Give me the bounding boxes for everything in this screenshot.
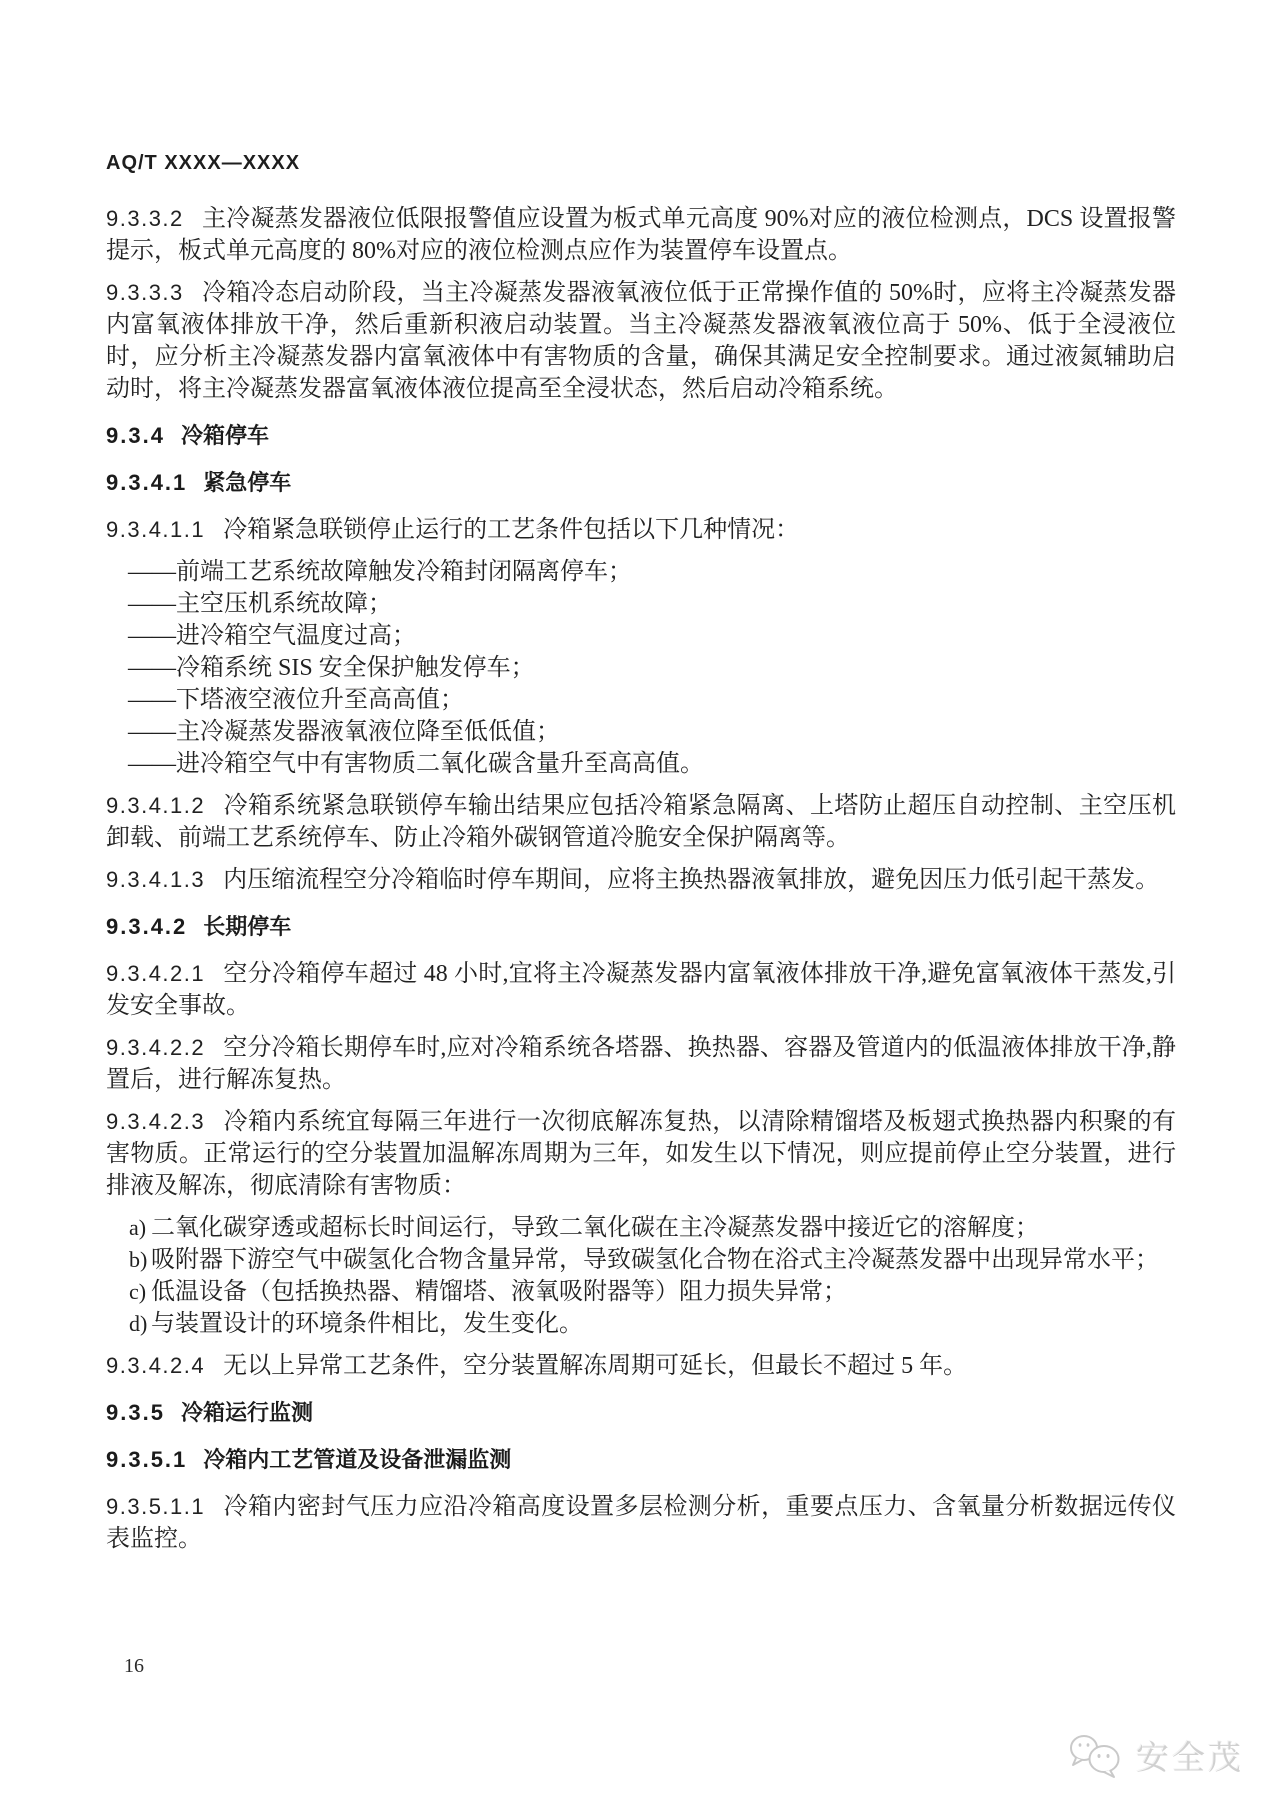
dash-list — [106, 556, 1176, 780]
list-marker: c) — [129, 1279, 147, 1304]
dash-list-item: ——进冷箱空气温度过高； — [128, 623, 416, 649]
list-marker: b) — [129, 1247, 148, 1272]
dash-list-item: ——下塔液空液位升至高高值； — [128, 687, 464, 713]
page-number: 16 — [124, 1655, 144, 1677]
clause-paragraph — [106, 203, 1176, 267]
dash-list-item: ——主冷凝蒸发器液氧液位降至低低值； — [128, 719, 560, 745]
clause-paragraph — [106, 277, 1176, 405]
clause-paragraph — [106, 864, 1176, 896]
clause-text: 空分冷箱长期停车时,应对冷箱系统各塔器、换热器、容器及管道内的低温液体排放干净,静置后，进行解冻复热。 — [106, 1035, 1176, 1093]
clause-paragraph — [106, 958, 1176, 1022]
clause-text: 冷箱紧急联锁停止运行的工艺条件包括以下几种情况： — [223, 517, 800, 543]
clause-text: 空分冷箱停车超过 48 小时,宜将主冷凝蒸发器内富氧液体排放干净,避免富氧液体干蒸发,引发安全事故。 — [106, 961, 1176, 1019]
dash-list-item: ——主空压机系统故障； — [128, 591, 392, 617]
section-heading — [106, 1397, 1176, 1429]
clause-number: 9.3.3.3 — [106, 280, 184, 305]
list-marker: d) — [129, 1311, 148, 1336]
clause-paragraph — [106, 790, 1176, 854]
clause-paragraph — [106, 1491, 1176, 1555]
clause-paragraph — [106, 1106, 1176, 1202]
section-title: 长期停车 — [203, 914, 292, 939]
document-code-header: AQ/T XXXX—XXXX — [106, 152, 301, 174]
section-title: 冷箱运行监测 — [180, 1400, 313, 1425]
lettered-list-item — [106, 1212, 1176, 1244]
section-number: 9.3.5.1 — [106, 1447, 188, 1472]
lettered-list-item — [106, 1244, 1176, 1276]
clause-number: 9.3.4.2.4 — [106, 1353, 206, 1378]
clause-paragraph — [106, 514, 1176, 546]
clause-text: 冷箱冷态启动阶段，当主冷凝蒸发器液氧液位低于正常操作值的 50%时，应将主冷凝蒸发器内富氧液体排放干净，然后重新积液启动装置。当主冷凝蒸发器液氧液位高于 50%、低于全浸液位时，应分析主冷凝蒸发器内富氧液体中有害物质的含量，确保其满足安全控制要求。通过液氮辅助启动时，将主冷凝蒸发器富氧液体液位提高至全浸状态，然后启动冷箱系统。 — [106, 280, 1176, 402]
clause-number: 9.3.4.2.3 — [106, 1109, 206, 1134]
document-body — [106, 203, 1176, 1565]
section-heading — [106, 467, 1176, 499]
section-heading — [106, 1444, 1176, 1476]
clause-text: 主冷凝蒸发器液位低限报警值应设置为板式单元高度 90%对应的液位检测点，DCS 设置报警提示，板式单元高度的 80%对应的液位检测点应作为装置停车设置点。 — [106, 206, 1176, 264]
section-number: 9.3.4.2 — [106, 914, 188, 939]
wechat-icon — [1066, 1733, 1128, 1779]
dash-list-item: ——冷箱系统 SIS 安全保护触发停车； — [128, 655, 535, 681]
dash-list-item: ——前端工艺系统故障触发冷箱封闭隔离停车； — [128, 559, 632, 585]
clause-text: 无以上异常工艺条件，空分装置解冻周期可延长，但最长不超过 5 年。 — [223, 1353, 968, 1379]
clause-text: 冷箱内系统宜每隔三年进行一次彻底解冻复热，以清除精馏塔及板翅式换热器内积聚的有害物质。正常运行的空分装置加温解冻周期为三年，如发生以下情况，则应提前停止空分装置，进行排液及解冻，彻底清除有害物质： — [106, 1109, 1176, 1199]
lettered-list — [106, 1212, 1176, 1340]
clause-text: 内压缩流程空分冷箱临时停车期间，应将主换热器液氧排放，避免因压力低引起干蒸发。 — [223, 867, 1160, 893]
list-item-text: 二氧化碳穿透或超标长时间运行，导致二氧化碳在主冷凝蒸发器中接近它的溶解度； — [151, 1215, 1039, 1241]
section-heading — [106, 420, 1176, 452]
section-title: 冷箱停车 — [180, 423, 269, 448]
clause-number: 9.3.3.2 — [106, 206, 184, 231]
clause-text: 冷箱内密封气压力应沿冷箱高度设置多层检测分析，重要点压力、含氧量分析数据远传仪表监控。 — [106, 1494, 1176, 1552]
lettered-list-item — [106, 1276, 1176, 1308]
list-item-text: 与装置设计的环境条件相比，发生变化。 — [151, 1311, 583, 1337]
watermark — [1066, 1732, 1244, 1779]
section-title: 紧急停车 — [203, 470, 292, 495]
section-number: 9.3.4 — [106, 423, 165, 448]
clause-number: 9.3.4.1.1 — [106, 517, 206, 542]
clause-number: 9.3.4.1.2 — [106, 793, 206, 818]
list-item-text: 低温设备（包括换热器、精馏塔、液氧吸附器等）阻力损失异常； — [151, 1279, 847, 1305]
clause-number: 9.3.4.2.1 — [106, 961, 206, 986]
clause-number: 9.3.4.2.2 — [106, 1035, 206, 1060]
lettered-list-item — [106, 1308, 1176, 1340]
section-number: 9.3.4.1 — [106, 470, 188, 495]
watermark-text: 安全茂 — [1136, 1739, 1244, 1776]
clause-paragraph — [106, 1032, 1176, 1096]
section-number: 9.3.5 — [106, 1400, 165, 1425]
dash-list-item: ——进冷箱空气中有害物质二氧化碳含量升至高高值。 — [128, 751, 704, 777]
clause-number: 9.3.5.1.1 — [106, 1494, 206, 1519]
list-marker: a) — [129, 1215, 147, 1240]
section-heading — [106, 911, 1176, 943]
clause-text: 冷箱系统紧急联锁停车输出结果应包括冷箱紧急隔离、上塔防止超压自动控制、主空压机卸载、前端工艺系统停车、防止冷箱外碳钢管道冷脆安全保护隔离等。 — [106, 793, 1176, 851]
clause-paragraph — [106, 1350, 1176, 1382]
section-title: 冷箱内工艺管道及设备泄漏监测 — [203, 1447, 512, 1472]
clause-number: 9.3.4.1.3 — [106, 867, 206, 892]
list-item-text: 吸附器下游空气中碳氢化合物含量异常，导致碳氢化合物在浴式主冷凝蒸发器中出现异常水平； — [151, 1247, 1159, 1273]
